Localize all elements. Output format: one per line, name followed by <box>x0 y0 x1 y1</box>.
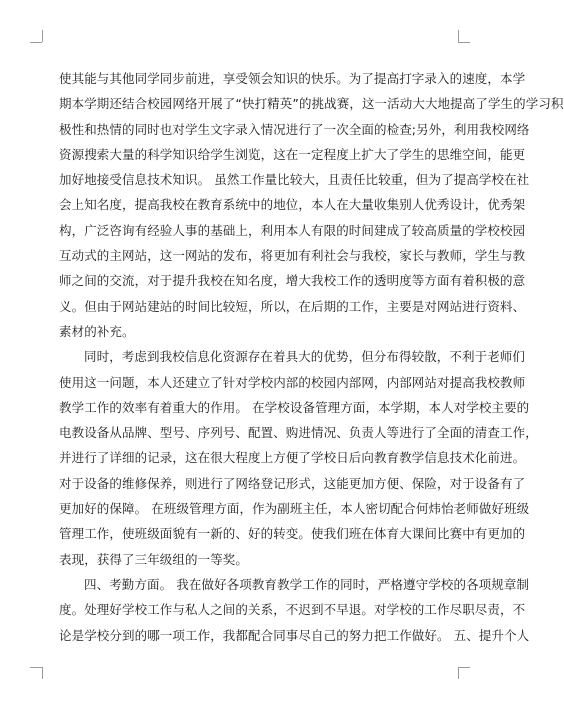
text-line: 使其能与其他同学同步前进，享受领会知识的快乐。为了提高打字录入的速度，本学 <box>59 71 526 86</box>
text-line: 期本学期还结合校园网络开展了“快打精英”的挑战赛，这一活动大大地提高了学生的学习积 <box>59 96 564 112</box>
text-line: 论是学校分到的哪一项工作，我都配合同事尽自己的努力把工作做好。 五、提升个人 <box>59 627 530 643</box>
text-line: 对于设备的维修保养，则进行了网络登记形式，这能更加方便、保险，对于设备有了 <box>59 475 526 491</box>
text-line: 义。但由于网站建站的时间比较短，所以，在后期的工作，主要是对网站进行资料、 <box>59 298 526 314</box>
text-line: 资源搜索大量的科学知识给学生浏览，这在一定程度上扩大了学生的思维空间，能更 <box>59 146 526 162</box>
text-line: 教学工作的效率有着重大的作用。 在学校设备管理方面，本学期，本人对学校主要的 <box>59 399 530 415</box>
text-line: 互动式的主网站，这一网站的发布，将更加有利社会与我校，家长与教师，学生与教 <box>59 248 526 264</box>
text-line: 更加好的保障。 在班级管理方面，作为副班主任，本人密切配合何炜怡老师做好班级 <box>59 501 530 517</box>
text-line: 极性和热情的同时也对学生文字录入情况进行了一次全面的检查;另外，利用我校网络 <box>59 121 530 137</box>
text-line: 会上知名度，提高我校在教育系统中的地位，本人在大量收集别人优秀设计，优秀架 <box>59 197 526 213</box>
text-line: 度。处理好学校工作与私人之间的关系，不迟到不早退。对学校的工作尽职尽责，不 <box>59 602 526 618</box>
text-line: 电教设备从品牌、型号、序列号、配置、购进情况、负责人等进行了全面的清查工作， <box>59 425 538 441</box>
text-line: 加好地接受信息技术知识。 虽然工作量比较大，且责任比较重，但为了提高学校在社 <box>59 172 530 188</box>
text-line: 同时，考虑到我校信息化资源存在着具大的优势，但分布得较散，不利于老师们 <box>84 349 526 365</box>
text-line: 四、考勤方面。 我在做好各项教育教学工作的同时，严格遵守学校的各项规章制 <box>84 576 530 592</box>
text-line: 师之间的交流，对于提升我校在知名度，增大我校工作的透明度等方面有着积极的意 <box>59 273 526 289</box>
body-text <box>59 66 564 648</box>
text-line: 表现，获得了三年级组的一等奖。 <box>59 551 249 567</box>
text-line: 使用这一问题，本人还建立了针对学校内部的校园内部网，内部网站对提高我校教师 <box>59 374 526 390</box>
text-line: 并进行了详细的记录，这在很大程度上方便了学校日后向教育教学信息技术化前进。 <box>59 450 526 466</box>
text-line: 构，广泛咨询有经验人事的基础上，利用本人有限的时间建成了较高质量的学校校园 <box>59 222 526 238</box>
text-line: 管理工作，使班级面貌有一新的、好的转变。使我们班在体育大课间比赛中有更加的 <box>59 526 526 542</box>
text-line: 素材的补充。 <box>59 323 135 339</box>
